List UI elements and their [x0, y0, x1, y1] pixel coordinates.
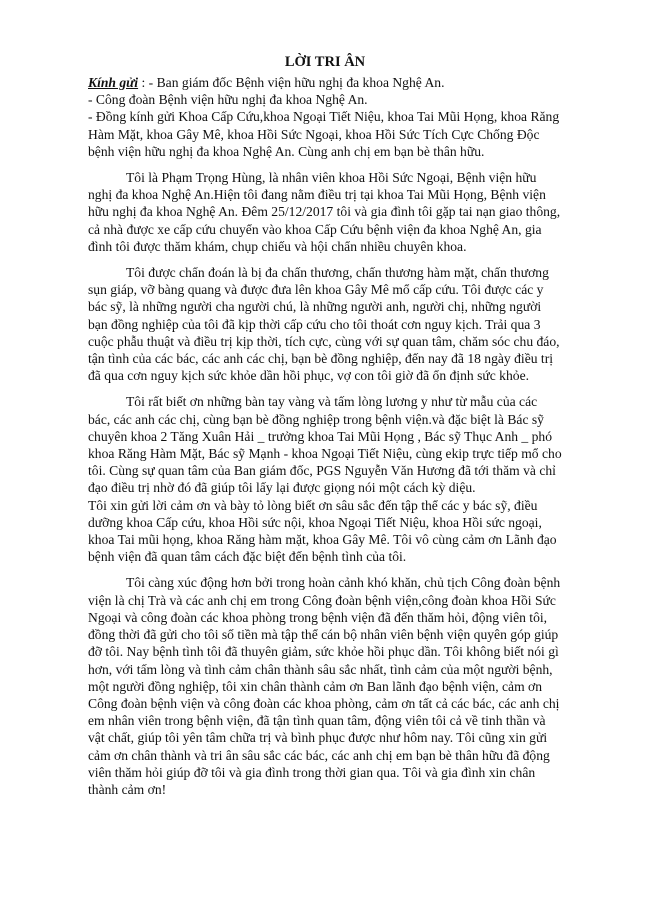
- body-paragraph: Tôi là Phạm Trọng Hùng, là nhân viên khoa Hồi Sức Ngoại, Bệnh viện hữu nghị đa khoa Nghệ An.Hiện tôi đang nằm điều trị tại khoa Tai Mũi Họng, Bệnh viện hữu nghị đa khoa Nghệ An. Đêm 25/12/2017 tôi và gia đình tôi gặp tai nạn giao thông, cả nhà được xe cấp cứu chuyển vào khoa Cấp Cứu bệnh viện đa khoa Nghệ An, gia đình tôi được thăm khám, chụp chiếu và hội chẩn nhiều chuyên khoa.: [88, 170, 561, 254]
- recipient-item: - Ban giám đốc Bệnh viện hữu nghị đa khoa Nghệ An.: [148, 75, 445, 90]
- recipient-line: [88, 74, 562, 91]
- recipients-separator: :: [138, 75, 149, 90]
- recipient-item: - Công đoàn Bệnh viện hữu nghị đa khoa Nghệ An.: [88, 92, 368, 108]
- body-paragraph: Tôi được chẩn đoán là bị đa chấn thương, chấn thương hàm mặt, chấn thương sụn giáp, vỡ bàng quang và được đưa lên khoa Gây Mê mổ cấp cứu. Tôi được các y bác sỹ, là những người cha người chú, là những người anh, người chị, những người bạn đồng nghiệp của tôi đã kịp thời cấp cứu cho tôi thoát cơn nguy kịch. Trải qua 3 cuộc phẫu thuật và điều trị kịp thời, tích cực, cùng với sự quan tâm, chăm sóc chu đáo, tận tình của các bác, các anh các chị, bạn bè đồng nghiệp, đến nay đã 18 ngày điều trị đã qua cơn nguy kịch sức khỏe dần hồi phục, vợ con tôi giờ đã ổn định sức khỏe.: [88, 265, 560, 384]
- recipient-item: - Đồng kính gửi Khoa Cấp Cứu,khoa Ngoại Tiết Niệu, khoa Tai Mũi Họng, khoa Răng Hàm Mặt, khoa Gây Mê, khoa Hồi Sức Ngoại, khoa Hồi Sức Tích Cực Chống Độc bệnh viện hữu nghị đa khoa Nghệ An. Cùng anh chị em bạn bè thân hữu.: [88, 109, 560, 159]
- body-paragraph: Tôi rất biết ơn những bàn tay vàng và tấm lòng lương y như từ mẫu của các bác, các anh các chị, cùng bạn bè đồng nghiệp trong bệnh viện.và đặc biệt là Bác sỹ chuyên khoa 2 Tăng Xuân Hải _ trưởng khoa Tai Mũi Họng , Bác sỹ Thục Anh _ phó khoa Răng Hàm Mặt, Bác sỹ Mạnh - khoa Ngoại Tiết Niệu, cùng ekip trực tiếp mổ cho tôi. Cùng sự quan tâm của Ban giám đốc, PGS Nguyễn Văn Hương đã tới thăm và chỉ đạo điều trị nhờ đó đã giúp tôi lấy lại được giọng nói một cách kỳ diệu.: [88, 394, 562, 496]
- recipients-block: [88, 74, 562, 160]
- recipients-label: Kính gửi: [88, 75, 139, 90]
- letter-title: LỜI TRI ÂN: [284, 54, 366, 70]
- body-paragraph: Tôi xin gửi lời cảm ơn và bày tỏ lòng biết ơn sâu sắc đến tập thể các y bác sỹ, điều dưỡng khoa Cấp cứu, khoa Hồi sức nội, khoa Ngoại Tiết Niệu, khoa Hồi sức ngoại, khoa Tai mũi họng, khoa Răng hàm mặt, khoa Gây Mê. Tôi vô cùng cảm ơn Lãnh đạo bệnh viện đã quan tâm cách đặc biệt đến bệnh tình của tôi.: [88, 497, 557, 565]
- body-paragraph: Tôi càng xúc động hơn bởi trong hoàn cảnh khó khăn, chủ tịch Công đoàn bệnh viện là chị Trà và các anh chị em trong Công đoàn bệnh viện,công đoàn khoa Hồi Sức Ngoại và công đoàn các khoa phòng trong bệnh viện đã đến thăm hỏi, động viên tôi, đồng thời đã gửi cho tôi số tiền mà tập thể cán bộ nhân viên bệnh viện quyên góp giúp đỡ tôi. Nay bệnh tình tôi đã thuyên giảm, sức khỏe hồi phục dần. Tôi không biết nói gì hơn, với tấm lòng và tình cảm chân thành sâu sắc nhất, tình cảm của một người bệnh, một người đồng nghiệp, tôi xin chân thành cảm ơn Ban lãnh đạo bệnh viện, cảm ơn Công đoàn bệnh viện và công đoàn các khoa phòng, cảm ơn tất cả các bác, các anh chị em nhân viên trong bệnh viện, đã tận tình quan tâm, động viên tôi cả về tinh thần và vật chất, giúp tôi yên tâm chữa trị và bình phục được như hôm nay. Tôi cũng xin gửi cảm ơn chân thành và tri ân sâu sắc các bác, các anh chị em bạn bè thân hữu đã động viên thăm hỏi giúp đỡ tôi và gia đình trong thời gian qua. Tôi và gia đình xin chân thành cảm ơn!: [88, 575, 561, 797]
